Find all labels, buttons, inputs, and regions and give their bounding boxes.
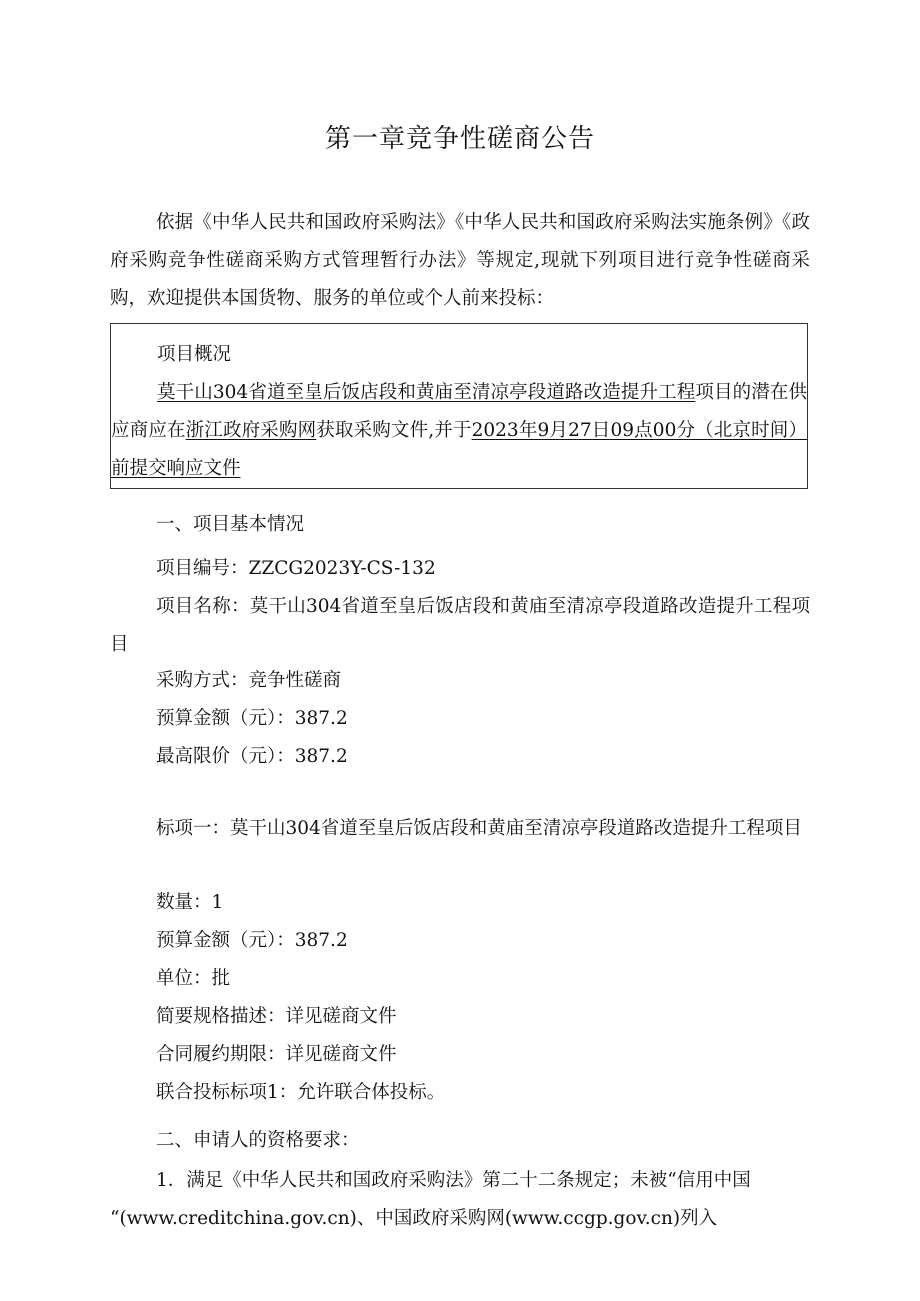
overview-site-link[interactable]: 浙江政府采购网 (185, 420, 317, 441)
section2-item1-line1: 1．满足《中华人民共和国政府采购法》第二十二条规定；未被“信用中国 (156, 1170, 751, 1191)
lot1-joint-bid: 联合投标标项1：允许联合体投标。 (156, 1082, 446, 1103)
overview-text-2: 获取采购文件,并于 (316, 420, 472, 441)
section2-heading: 二、申请人的资格要求： (156, 1130, 360, 1151)
project-number: 项目编号：ZZCG2023Y-CS-132 (156, 558, 436, 579)
project-overview-box (110, 323, 808, 489)
overview-heading: 项目概况 (157, 344, 232, 365)
project-name: 项目名称：莫干山304省道至皇后饭店段和黄庙至清凉亭段道路改造提升工程项目 (110, 596, 810, 655)
overview-text-1: 项目的潜在供应商应在 (111, 382, 807, 441)
lot1-period: 合同履约期限：详见磋商文件 (156, 1044, 397, 1065)
section1-heading: 一、项目基本情况 (156, 514, 305, 535)
lot1-unit: 单位：批 (156, 968, 231, 989)
overview-project-name: 莫干山304省道至皇后饭店段和黄庙至清凉亭段道路改造提升工程 (157, 382, 696, 403)
max-price: 最高限价（元）：387.2 (156, 746, 348, 767)
procurement-method: 采购方式：竞争性磋商 (156, 670, 342, 691)
lot1-spec: 简要规格描述：详见磋商文件 (156, 1006, 397, 1027)
overview-deadline: 2023年9月27日09点00分（北京时间）前提交响应文件 (111, 420, 807, 479)
intro-paragraph: 依据《中华人民共和国政府采购法》《中华人民共和国政府采购法实施条例》《政府采购竞争性磋商采购方式管理暂行办法》等规定,现就下列项目进行竞争性磋商采购，欢迎提供本国货物、服务的单位或个人前来投标： (110, 212, 810, 309)
lot1-quantity: 数量：1 (156, 892, 224, 913)
budget-amount: 预算金额（元）：387.2 (156, 708, 348, 729)
overview-text (111, 374, 807, 488)
section2-item1-line2: “(www.creditchina.gov.cn)、中国政府采购网(www.ccgp.gov.cn)列入 (110, 1208, 718, 1229)
lot1-budget: 预算金额（元）：387.2 (156, 930, 348, 951)
page-title: 第一章竞争性磋商公告 (324, 124, 595, 154)
lot1-name: 标项一：莫干山304省道至皇后饭店段和黄庙至清凉亭段道路改造提升工程项目 (156, 818, 802, 839)
